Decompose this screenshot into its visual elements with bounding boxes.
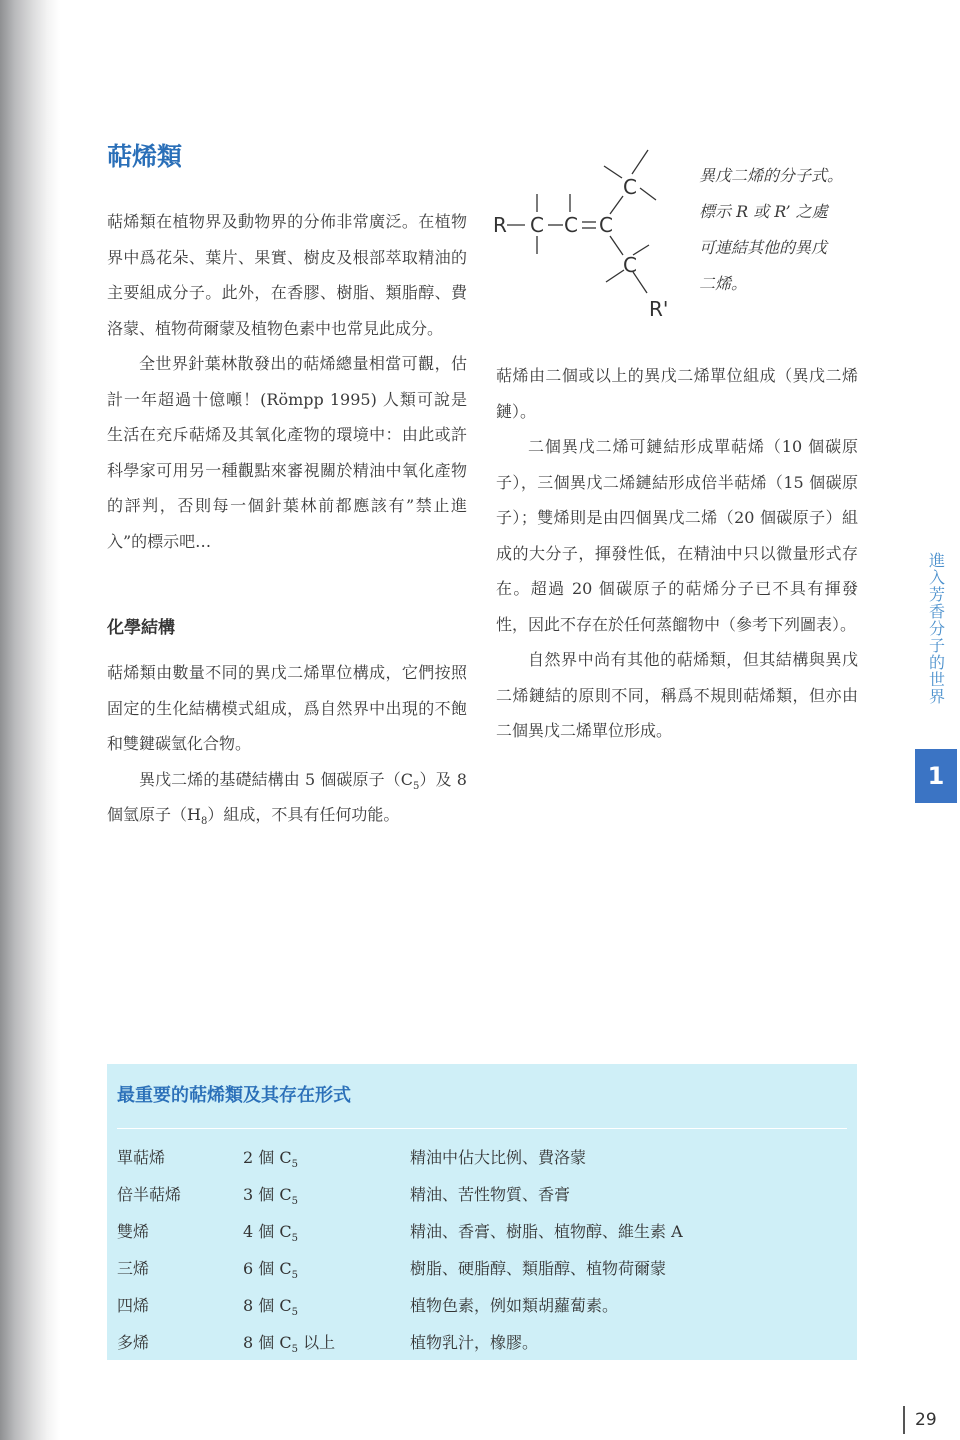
table-row [117,1287,847,1324]
atom-c5: C [623,253,637,277]
caption-line: 異戊二烯的分子式。 [699,166,844,185]
binding-shadow [0,0,60,1440]
isoprene-count: 3 個 $C_5$ [243,1185,298,1208]
isoprene-count: 8 個 $C_5$ [243,1296,298,1319]
terpene-classes-paragraph: 二個異戊二烯可鏈結形成單萜烯（10 個碳原子），三個異戊二烯鏈結形成倍半萜烯（15 個碳原子）；雙烯則是由四個異戊二烯（20 個碳原子）組成的大分子，揮發性低，在精油中只以微量形式存在。超過 20 個碳原子的萜烯分子已不具有揮發性，因此不存在於任何蒸餾物中（參考下列圖表）。 [496,437,858,634]
intro-paragraph: 萜烯類在植物界及動物界的分佈非常廣泛。在植物界中爲花朵、葉片、果實、樹皮及根部萃取精油的主要組成分子。此外，在香膠、樹脂、類脂醇、費洛蒙、植物荷爾蒙及植物色素中也常見此成分。 [107,212,467,338]
right-column [496,358,858,749]
table-row [117,1324,847,1361]
atom-r-prime: R' [649,297,669,321]
atom-r: R [493,213,507,237]
occurrence: 樹脂、硬脂醇、類脂醇、植物荷爾蒙 [410,1259,667,1278]
terpene-table [107,1064,857,1360]
atom-c3: C [599,213,613,237]
atom-c4: C [623,175,637,199]
conifer-paragraph: 全世界針葉林散發出的萜烯總量相當可觀，估計一年超過十億噸！(Römpp 1995) 人類可說是生活在充斥萜烯及其氧化產物的環境中：由此或許科學家可用另一種觀點來審視關於精油中氧化產物的評判，否則每一個針葉林前都應該有”禁止進入”的標示吧… [107,354,467,551]
chapter-side-title: 進入芳香分子的世界 [926,552,946,705]
isoprene-structure-diagram [490,142,690,327]
occurrence: 精油、苦性物質、香膏 [410,1185,571,1204]
atom-c1: C [530,213,544,237]
terpene-name: 雙烯 [117,1222,150,1241]
caption-line: 二烯。 [699,274,748,293]
terpene-name: 三烯 [117,1259,150,1278]
occurrence: 植物乳汁，橡膠。 [410,1333,539,1352]
occurrence: 精油、香膏、樹脂、植物醇、維生素 A [410,1222,683,1241]
isoprene-chain-paragraph: 萜烯由二個或以上的異戊二烯單位組成（異戊二烯鏈）。 [496,366,858,421]
terpene-name: 多烯 [117,1333,150,1352]
isoprene-count: 4 個 $C_5$ [243,1222,298,1245]
table-row [117,1250,847,1287]
chapter-number-tab: 1 [915,749,957,803]
isoprene-count: 2 個 $C_5$ [243,1148,298,1171]
terpene-name: 四烯 [117,1296,150,1315]
occurrence: 植物色素，例如類胡蘿蔔素。 [410,1296,619,1315]
page-number: 29 [903,1406,937,1434]
table-row [117,1139,847,1176]
table-title: 最重要的萜烯類及其存在形式 [117,1064,847,1129]
chem-structure-paragraph: 萜烯類由數量不同的異戊二烯單位構成，它們按照固定的生化結構模式組成，爲自然界中出現的不飽和雙鍵碳氫化合物。 [107,663,467,753]
section-title: 萜烯類 [107,142,183,171]
left-column [107,140,467,833]
chemical-structure-heading: 化學結構 [107,618,175,638]
caption-line: 標示 R 或 R’ 之處 [699,202,828,221]
atom-c2: C [564,213,578,237]
irregular-terpenes-paragraph: 自然界中尚有其他的萜烯類，但其結構與異戊二烯鏈結的原則不同，稱爲不規則萜烯類，但亦由二個異戊二烯單位形成。 [496,650,858,740]
caption-line: 可連結其他的異戊 [699,238,828,257]
diagram-caption [699,158,864,302]
table-row [117,1176,847,1213]
terpene-name: 單萜烯 [117,1148,166,1167]
isoprene-count: 6 個 $C_5$ [243,1259,298,1282]
occurrence: 精油中佔大比例、費洛蒙 [410,1148,587,1167]
isoprene-paragraph: 異戊二烯的基礎結構由 5 個碳原子$(C_5)$及 8 個氫原子$(H_8)$組成，不具有任何功能。 [107,769,467,828]
terpene-name: 倍半萜烯 [117,1185,182,1204]
isoprene-count: 8 個 $C_5$ 以上 [243,1333,336,1356]
table-row [117,1213,847,1250]
